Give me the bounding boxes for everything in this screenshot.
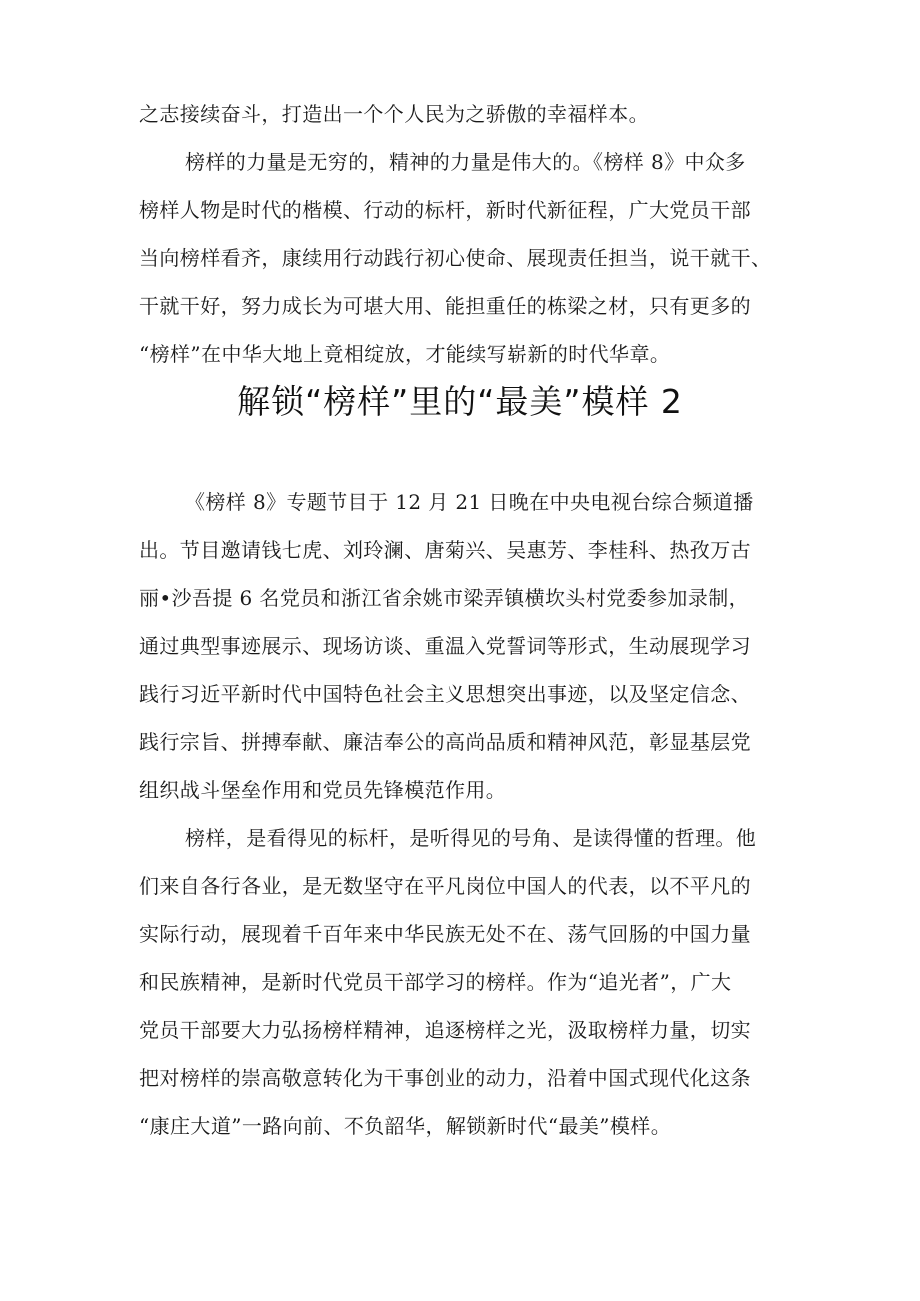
- paragraph-line: “康庄大道”一路向前、不负韶华，解锁新时代“最美”模样。: [139, 1114, 672, 1138]
- paragraph-line: 组织战斗堡垒作用和党员先锋模范作用。: [139, 778, 507, 802]
- paragraph-line: 干就干好，努力成长为可堪大用、能担重任的栋梁之材，只有更多的: [139, 294, 751, 318]
- paragraph-line: “榜样”在中华大地上竟相绽放，才能续写崭新的时代华章。: [139, 342, 671, 366]
- paragraph-line: 榜样的力量是无穷的，精神的力量是伟大的。《榜样 8》中众多: [185, 150, 746, 174]
- paragraph-line: 榜样人物是时代的楷模、行动的标杆，新时代新征程，广大党员干部: [139, 198, 751, 222]
- paragraph-line: 出。节目邀请钱七虎、刘玲澜、唐菊兴、吴惠芳、李桂科、热孜万古: [139, 538, 751, 562]
- section-heading: 解锁“榜样”里的“最美”模样 2: [237, 382, 683, 421]
- paragraph-line: 和民族精神，是新时代党员干部学习的榜样。作为“追光者”，广大: [139, 970, 732, 994]
- paragraph-line: 当向榜样看齐，康续用行动践行初心使命、展现责任担当，说干就干、: [139, 246, 772, 270]
- paragraph-line: 践行习近平新时代中国特色社会主义思想突出事迹，以及坚定信念、: [139, 682, 751, 706]
- paragraph-line: 丽•沙吾提 6 名党员和浙江省余姚市梁弄镇横坎头村党委参加录制，: [139, 586, 750, 610]
- paragraph-line: 《榜样 8》专题节目于 12 月 21 日晚在中央电视台综合频道播: [185, 490, 754, 514]
- paragraph-line: 之志接续奋斗，打造出一个个人民为之骄傲的幸福样本。: [139, 102, 649, 126]
- paragraph-line: 党员干部要大力弘扬榜样精神，追逐榜样之光，汲取榜样力量，切实: [139, 1018, 751, 1042]
- paragraph-line: 把对榜样的崇高敬意转化为干事创业的动力，沿着中国式现代化这条: [139, 1066, 751, 1090]
- paragraph-line: 实际行动，展现着千百年来中华民族无处不在、荡气回肠的中国力量: [139, 922, 751, 946]
- paragraph-line: 们来自各行各业，是无数坚守在平凡岗位中国人的代表，以不平凡的: [139, 874, 751, 898]
- paragraph-line: 通过典型事迹展示、现场访谈、重温入党誓词等形式，生动展现学习: [139, 634, 751, 658]
- paragraph-line: 榜样，是看得见的标杆，是听得见的号角、是读得懂的哲理。他: [185, 826, 757, 850]
- paragraph-line: 践行宗旨、拼搏奉献、廉洁奉公的高尚品质和精神风范，彰显基层党: [139, 730, 751, 754]
